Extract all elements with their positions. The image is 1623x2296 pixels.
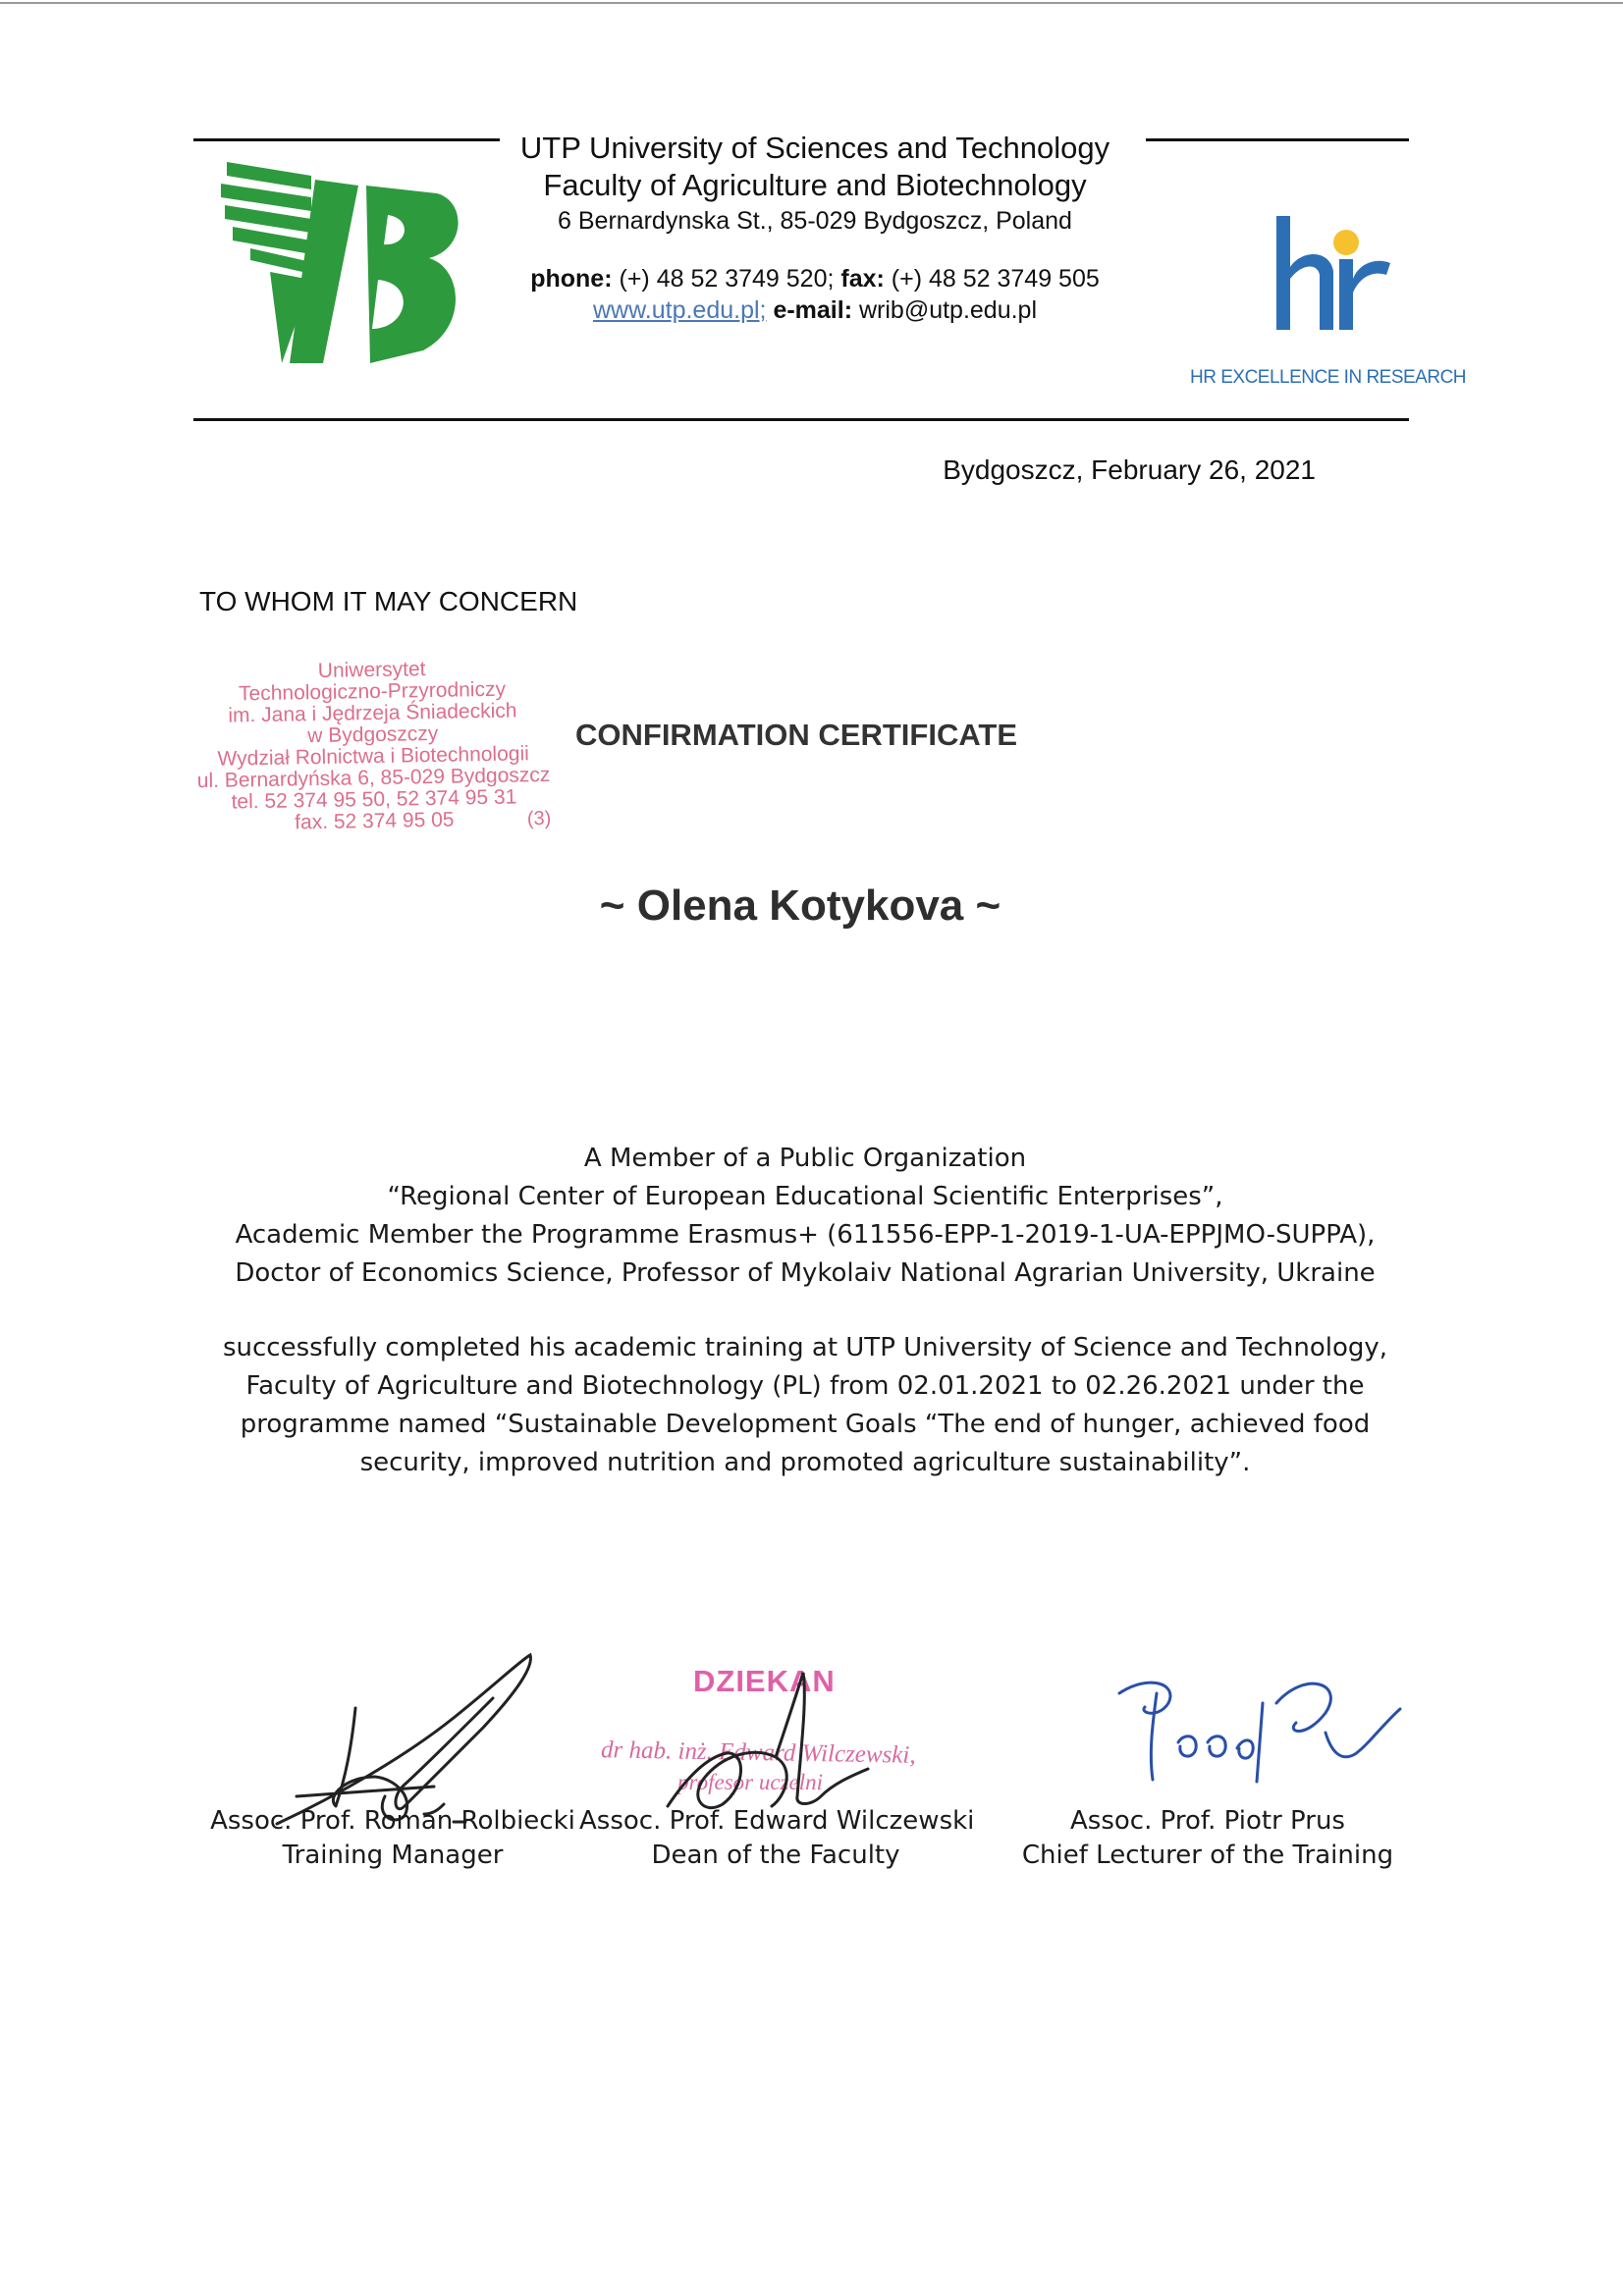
signatory-name: Assoc. Prof. Piotr Prus [1070,1806,1345,1836]
signatory-name: Assoc. Prof. Edward Wilczewski [579,1806,975,1836]
faculty-name: Faculty of Agriculture and Biotechnology [543,168,1087,202]
signatory-name: Assoc. Prof. Roman Rolbiecki [210,1806,575,1836]
training-paragraph [147,1329,1463,1482]
membership-paragraph [147,1140,1463,1293]
paragraph-line: Doctor of Economics Science, Professor of Mykolaiv National Agrarian University, Ukraine [235,1258,1376,1288]
stamp-line: w Bydgoszczy [307,721,439,748]
recipient-name: ~ Olena Kotykova ~ [599,881,1001,930]
dean-stamp-title: DZIEKAN [693,1664,836,1698]
stamp-line: ul. Bernardyńska 6, 85-029 Bydgoszcz [196,763,551,793]
signatory-rolbiecki [187,1804,599,1873]
stamp-line: im. Jana i Jędrzeja Śniadeckich [228,699,517,727]
paragraph-line: programme named “Sustainable Development Goals “The end of hunger, achieved food [240,1410,1371,1439]
fax-label: fax: [840,265,885,293]
signature-prus [1109,1664,1404,1791]
contact-info [491,263,1139,326]
university-name: UTP University of Sciences and Technology [519,131,1110,165]
certificate-title: CONFIRMATION CERTIFICATE [575,718,1018,752]
faculty-address: 6 Bernardynska St., 85-029 Bydgoszcz, Poland [558,207,1072,235]
email-label: e-mail: [773,296,853,324]
hr-excellence-logo [1269,210,1396,338]
stamp-number: (3) [526,807,552,830]
hr-excellence-caption: HR EXCELLENCE IN RESEARCH [1190,367,1467,388]
dean-stamp-name: dr hab. inż. Edward Wilczewski, [600,1736,916,1769]
dean-stamp-role: profesor uczelni [677,1770,823,1794]
fax-number: (+) 48 52 3749 505 [891,265,1100,293]
scan-edge-line [0,2,1623,4]
stamp-line: tel. 52 374 95 50, 52 374 95 31 [231,785,517,814]
phone-label: phone: [530,265,613,293]
signatory-role: Dean of the Faculty [651,1841,900,1870]
stamp-line: Wydział Rolnictwa i Biotechnologii [217,742,530,771]
paragraph-line: Faculty of Agriculture and Biotechnology (PL) from 02.01.2021 to 02.26.2021 under the [245,1371,1365,1401]
faculty-logo [221,162,466,363]
stamp-line: Uniwersytet [317,658,426,682]
signature-wilczewski [628,1659,903,1826]
paragraph-line: A Member of a Public Organization [583,1144,1027,1173]
stamp-line: Technologiczno-Przyrodniczy [238,677,507,706]
faculty-stamp [165,656,580,835]
paragraph-line: successfully completed his academic training at UTP University of Science and Technology, [222,1333,1388,1362]
signatory-role: Training Manager [282,1841,504,1870]
paragraph-line: Academic Member the Programme Erasmus+ (611556-EPP-1-2019-1-UA-EPPJMO-SUPPA), [235,1220,1376,1250]
header-rule-left [193,138,500,141]
signatory-role: Chief Lecturer of the Training [1021,1841,1394,1870]
phone-number: (+) 48 52 3749 520; [619,265,835,293]
header-rule-right [1146,138,1409,141]
stamp-line: fax. 52 374 95 05 [294,808,455,834]
signatory-wilczewski [579,1804,975,1873]
paragraph-line: “Regional Center of European Educational Scientific Enterprises”, [387,1182,1223,1211]
university-header [491,130,1139,238]
website-link[interactable]: www.utp.edu.pl; [592,296,767,324]
letter-date: Bydgoszcz, February 26, 2021 [943,454,1316,485]
header-rule-bottom [193,418,1409,421]
signatory-prus [1021,1804,1394,1873]
email-address[interactable]: wrib@utp.edu.pl [858,296,1038,324]
paragraph-line: security, improved nutrition and promoted agriculture sustainability”. [359,1448,1251,1477]
salutation: TO WHOM IT MAY CONCERN [199,586,578,616]
